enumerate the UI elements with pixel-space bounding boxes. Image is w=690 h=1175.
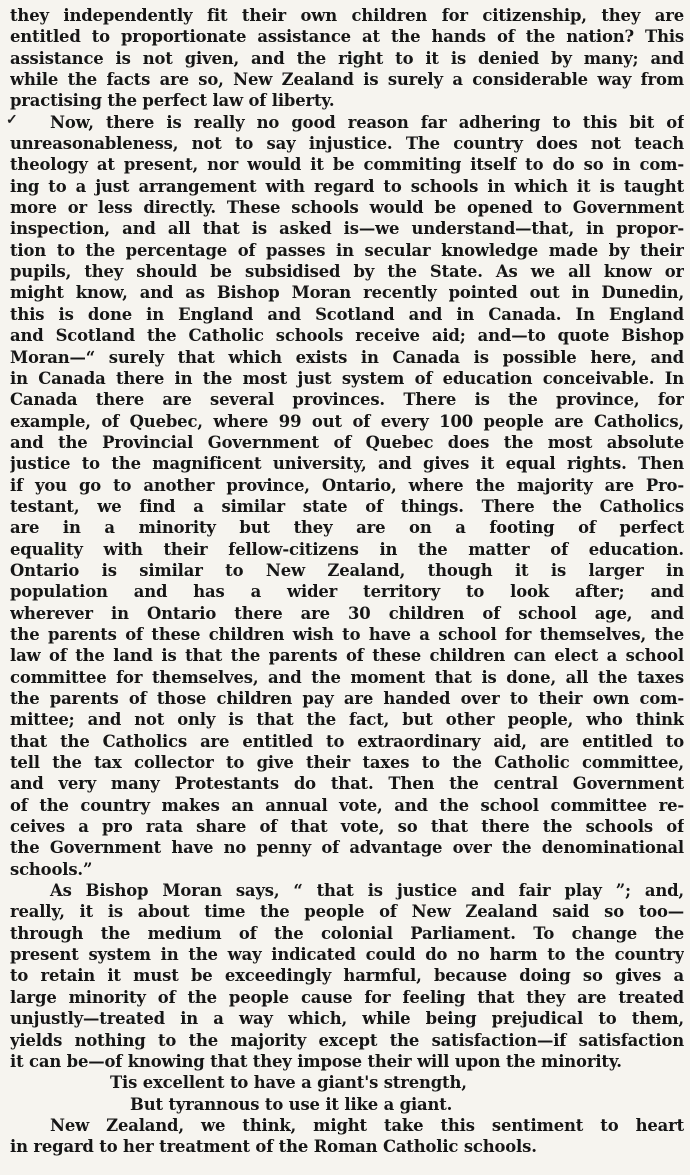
text-line: mittee; and not only is that the fact, but other people, who think xyxy=(10,710,684,730)
text-line: that the Catholics are entitled to extraordinary aid, are entitled to xyxy=(10,731,684,751)
text-line: present system in the way indicated could do no harm to the country xyxy=(10,945,684,965)
text-line: Moran—“ surely that which exists in Canada is possible here, and xyxy=(10,347,684,367)
text-line: they independently fit their own children for citizenship, they are xyxy=(10,6,684,25)
text-line: pupils, they should be subsidised by the State. As we all know or xyxy=(10,262,684,282)
text-line: population and has a wider territory to look after; and xyxy=(10,582,684,602)
text-line: theology at present, nor would it be commiting itself to do so in com- xyxy=(10,155,684,175)
text-line: large minority of the people cause for feeling that they are treated xyxy=(10,987,684,1007)
verse-line: Tis excellent to have a giant's strength, xyxy=(110,1073,467,1093)
text-line: ceives a pro rata share of that vote, so that there the schools of xyxy=(10,817,684,837)
text-line: tion to the percentage of passes in secular knowledge made by their xyxy=(10,240,684,260)
text-line: and the Provincial Government of Quebec does the most absolute xyxy=(10,432,684,452)
text-line: the parents of these children wish to have a school for themselves, the xyxy=(10,624,684,644)
text-line: ing to a just arrangement with regard to schools in which it is taught xyxy=(10,176,684,196)
text-line: are in a minority but they are on a footing of perfect xyxy=(10,518,684,538)
text-line: assistance is not given, and the right to it is denied by many; and xyxy=(10,48,684,68)
text-line: while the facts are so, New Zealand is surely a considerable way from xyxy=(10,70,684,90)
text-line: this is done in England and Scotland and in Canada. In England xyxy=(10,304,684,324)
margin-check-mark: ✓ xyxy=(6,112,18,128)
text-line: it can be—of knowing that they impose their will upon the minority. xyxy=(10,1051,622,1071)
text-line: unjustly—treated in a way which, while being prejudical to them, xyxy=(10,1009,684,1029)
text-line: Now, there is really no good reason far adhering to this bit of xyxy=(50,112,684,132)
text-line: committee for themselves, and the moment that is done, all the taxes xyxy=(10,667,684,687)
text-line: Ontario is similar to New Zealand, though it is larger in xyxy=(10,560,684,580)
text-line: and Scotland the Catholic schools receive aid; and—to quote Bishop xyxy=(10,326,684,346)
text-line: testant, we find a similar state of things. There the Catholics xyxy=(10,496,684,516)
text-line: entitled to proportionate assistance at the hands of the nation? This xyxy=(10,27,684,47)
text-line: might know, and as Bishop Moran recently pointed out in Dunedin, xyxy=(10,283,684,303)
text-line: As Bishop Moran says, “ that is justice and fair play ”; and, xyxy=(50,881,684,901)
text-line: and very many Protestants do that. Then the central Government xyxy=(10,774,684,794)
text-line: yields nothing to the majority except the satisfaction—if satisfaction xyxy=(10,1030,684,1050)
text-line: through the medium of the colonial Parliament. To change the xyxy=(10,923,684,943)
text-line: schools.” xyxy=(10,859,93,879)
verse-line: But tyrannous to use it like a giant. xyxy=(130,1094,453,1114)
text-line: equality with their fellow-citizens in the matter of education. xyxy=(10,539,684,559)
text-line: Canada there are several provinces. There is the province, for xyxy=(10,390,684,410)
text-line: in regard to her treatment of the Roman Catholic schools. xyxy=(10,1137,537,1157)
text-line: inspection, and all that is asked is—we understand—that, in propor- xyxy=(10,219,684,239)
text-line: New Zealand, we think, might take this sentiment to heart xyxy=(50,1115,684,1135)
text-line: law of the land is that the parents of these children can elect a school xyxy=(10,646,684,666)
text-line: wherever in Ontario there are 30 children of school age, and xyxy=(10,603,684,623)
text-line: practising the perfect law of liberty. xyxy=(10,91,335,111)
text-line: if you go to another province, Ontario, where the majority are Pro- xyxy=(10,475,684,495)
text-line: tell the tax collector to give their taxes to the Catholic committee, xyxy=(10,753,684,773)
article-body xyxy=(10,5,684,1158)
text-line: example, of Quebec, where 99 out of every 100 people are Catholics, xyxy=(10,411,684,431)
text-line: the Government have no penny of advantage over the denominational xyxy=(10,838,684,858)
text-line: the parents of those children pay are handed over to their own com- xyxy=(10,689,684,708)
text-line: in Canada there in the most just system of education conceivable. In xyxy=(10,368,684,388)
text-line: to retain it must be exceedingly harmful, because doing so gives a xyxy=(10,966,684,986)
text-line: justice to the magnificent university, and gives it equal rights. Then xyxy=(10,454,684,474)
text-line: unreasonableness, not to say injustice. The country does not teach xyxy=(10,134,684,154)
text-line: more or less directly. These schools would be opened to Government xyxy=(10,198,684,218)
text-line: really, it is about time the people of New Zealand said so too— xyxy=(10,902,684,922)
text-line: of the country makes an annual vote, and the school committee re- xyxy=(10,795,684,815)
